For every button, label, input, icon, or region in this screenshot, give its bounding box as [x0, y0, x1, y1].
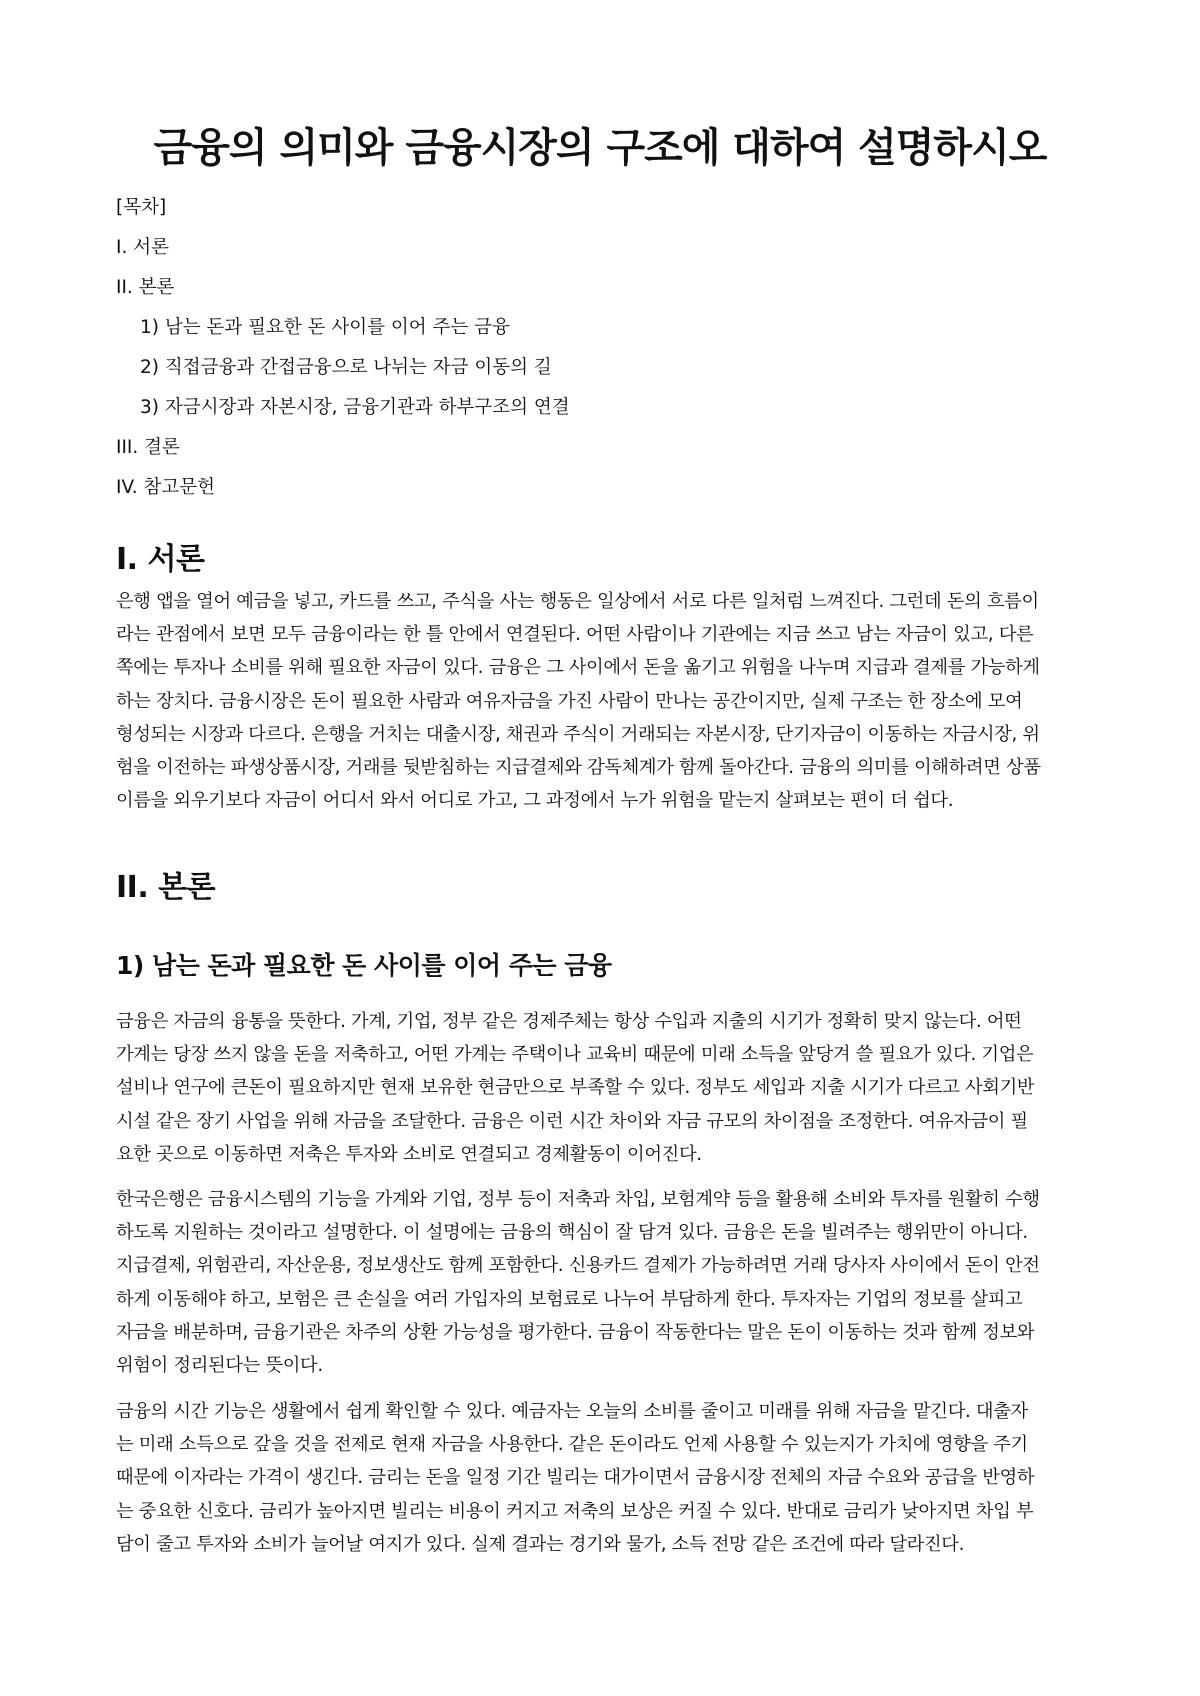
section-1-paragraph-2	[116, 1183, 1098, 1382]
paragraph-line: 자금을 배분하며, 금융기관은 차주의 상환 가능성을 평가한다. 금융이 작동한다는 말은 돈이 이동하는 것과 함께 정보와	[116, 1321, 1035, 1343]
paragraph-line: 는 중요한 신호다. 금리가 높아지면 빌리는 비용이 커지고 저축의 보상은 커질 수 있다. 반대로 금리가 낮아지면 차입 부	[116, 1500, 1034, 1522]
paragraph-line: 지급결제, 위험관리, 자산운용, 정보생산도 함께 포함한다. 신용카드 결제가 가능하려면 거래 당사자 사이에서 돈이 안전	[116, 1255, 1040, 1277]
toc-subitem: 3) 자금시장과 자본시장, 금융기관과 하부구조의 연결	[140, 397, 570, 418]
paragraph-line: 험을 이전하는 파생상품시장, 거래를 뒷받침하는 지급결제와 감독체계가 함께 돌아간다. 금융의 의미를 이해하려면 상품	[116, 756, 1041, 778]
table-of-contents	[116, 188, 570, 508]
body-heading: II. 본론	[116, 870, 216, 905]
paragraph-line: 하게 이동해야 하고, 보험은 큰 손실을 여러 가입자의 보험료로 나누어 부담하게 한다. 투자자는 기업의 정보를 살피고	[116, 1288, 1023, 1310]
toc-item: I. 서론	[116, 237, 169, 258]
paragraph-line: 는 미래 소득으로 갚을 것을 전제로 현재 자금을 사용한다. 같은 돈이라도 언제 사용할 수 있는지가 가치에 영향을 주기	[116, 1434, 1028, 1456]
toc-subitem: 2) 직접금융과 간접금융으로 나뉘는 자금 이동의 길	[140, 357, 552, 378]
intro-heading: I. 서론	[116, 542, 205, 577]
paragraph-line: 가계는 당장 쓰지 않을 돈을 저축하고, 어떤 가계는 주택이나 교육비 때문에 미래 소득을 앞당겨 쓸 필요가 있다. 기업은	[116, 1044, 1034, 1066]
paragraph-line: 은행 앱을 열어 예금을 넣고, 카드를 쓰고, 주식을 사는 행동은 일상에서 서로 다른 일처럼 느껴진다. 그런데 돈의 흐름이	[116, 591, 1039, 612]
paragraph-line: 쪽에는 투자나 소비를 위해 필요한 자금이 있다. 금융은 그 사이에서 돈을 옮기고 위험을 나누며 지급과 결제를 가능하게	[116, 657, 1040, 679]
toc-subitem: 1) 남는 돈과 필요한 돈 사이를 이어 주는 금융	[140, 317, 510, 338]
section-1-paragraph-1	[116, 1005, 1098, 1171]
section-1-paragraph-3	[116, 1395, 1098, 1561]
paragraph-line: 금융은 자금의 융통을 뜻한다. 가계, 기업, 정부 같은 경제주체는 항상 수입과 지출의 시기가 정확히 맞지 않는다. 어떤	[116, 1011, 1022, 1032]
paragraph-line: 설비나 연구에 큰돈이 필요하지만 현재 보유한 현금만으로 부족할 수 있다. 정부도 세입과 지출 시기가 다르고 사회기반	[116, 1077, 1035, 1099]
intro-paragraph	[116, 585, 1098, 817]
paragraph-line: 하도록 지원하는 것이라고 설명한다. 이 설명에는 금융의 핵심이 잘 담겨 있다. 금융은 돈을 빌려주는 행위만이 아니다.	[116, 1222, 1028, 1244]
paragraph-line: 하는 장치다. 금융시장은 돈이 필요한 사람과 여유자금을 가진 사람이 만나는 공간이지만, 실제 구조는 한 장소에 모여	[116, 690, 1023, 712]
paragraph-line: 때문에 이자라는 가격이 생긴다. 금리는 돈을 일정 기간 빌리는 대가이면서 금융시장 전체의 자금 수요와 공급을 반영하	[116, 1467, 1035, 1489]
toc-item: [목차]	[116, 197, 167, 218]
paragraph-line: 담이 줄고 투자와 소비가 늘어날 여지가 있다. 실제 결과는 경기와 물가, 소득 전망 같은 조건에 따라 달라진다.	[116, 1533, 965, 1555]
toc-item: III. 결론	[116, 437, 180, 458]
paragraph-line: 위험이 정리된다는 뜻이다.	[116, 1354, 323, 1376]
paragraph-line: 시설 같은 장기 사업을 위해 자금을 조달한다. 금융은 이런 시간 차이와 자금 규모의 차이점을 조정한다. 여유자금이 필	[116, 1110, 1028, 1132]
document-title: 금융의 의미와 금융시장의 구조에 대하여 설명하시오	[153, 125, 1047, 171]
paragraph-line: 한국은행은 금융시스템의 기능을 가계와 기업, 정부 등이 저축과 차입, 보험계약 등을 활용해 소비와 투자를 원활히 수행	[116, 1189, 1040, 1210]
paragraph-line: 형성되는 시장과 다르다. 은행을 거치는 대출시장, 채권과 주식이 거래되는 자본시장, 단기자금이 이동하는 자금시장, 위	[116, 723, 1040, 745]
paragraph-line: 라는 관점에서 보면 모두 금융이라는 한 틀 안에서 연결된다. 어떤 사람이나 기관에는 지금 쓰고 남는 자금이 있고, 다른	[116, 624, 1034, 646]
paragraph-line: 금융의 시간 기능은 생활에서 쉽게 확인할 수 있다. 예금자는 오늘의 소비를 줄이고 미래를 위해 자금을 맡긴다. 대출자	[116, 1401, 1028, 1422]
toc-item: IV. 참고문헌	[116, 477, 215, 498]
toc-item: II. 본론	[116, 277, 175, 298]
section-1-heading: 1) 남는 돈과 필요한 돈 사이를 이어 주는 금융	[116, 951, 612, 980]
paragraph-line: 요한 곳으로 이동하면 저축은 투자와 소비로 연결되고 경제활동이 이어진다.	[116, 1143, 702, 1165]
paragraph-line: 이름을 외우기보다 자금이 어디서 와서 어디로 가고, 그 과정에서 누가 위험을 맡는지 살펴보는 편이 더 쉽다.	[116, 790, 954, 812]
